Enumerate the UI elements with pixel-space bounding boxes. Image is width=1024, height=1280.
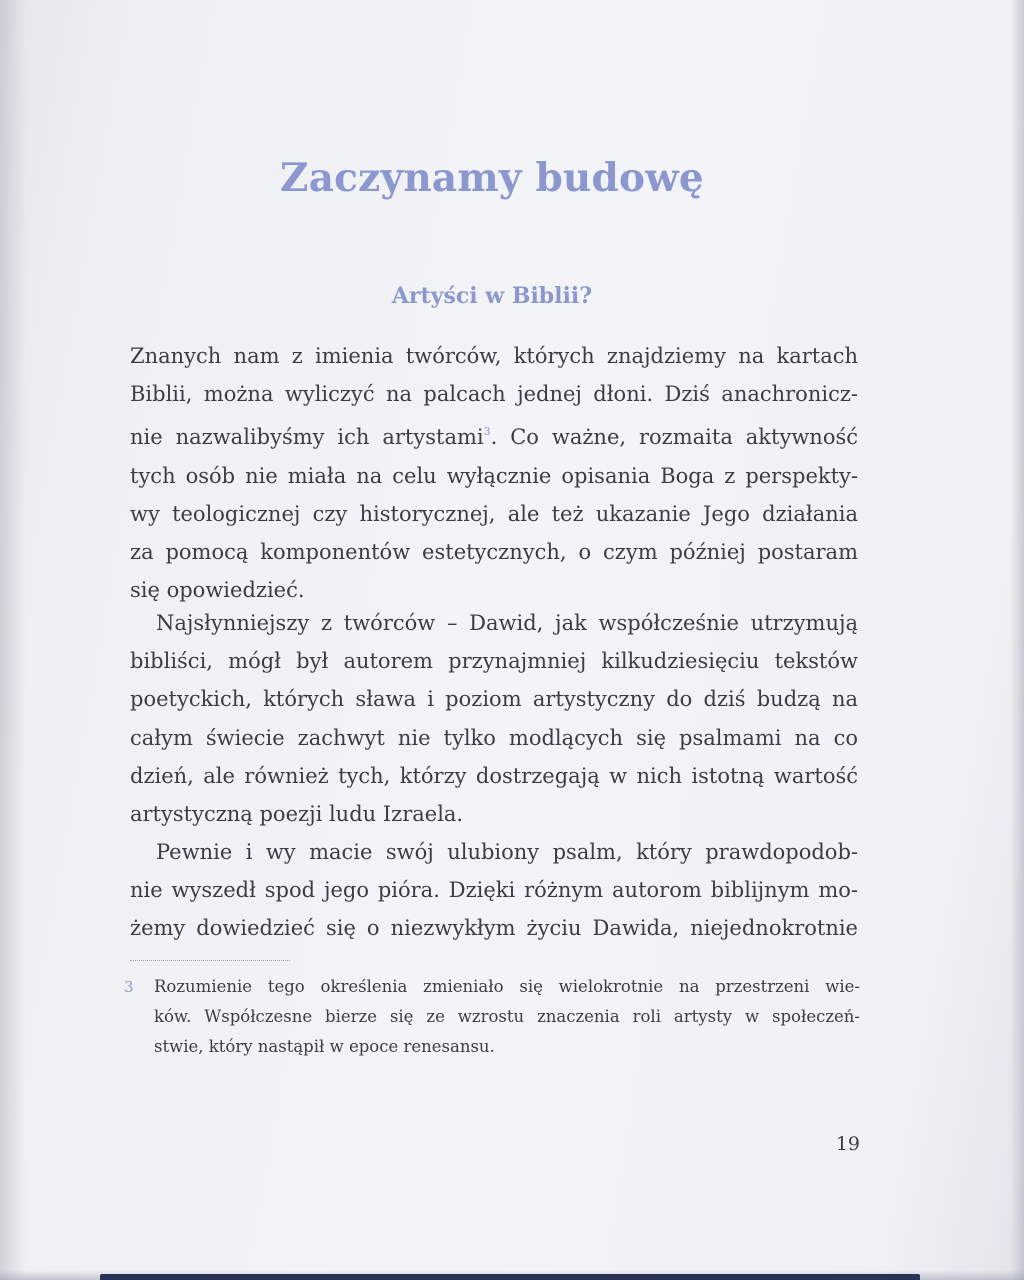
section-title: Artyści w Biblii? <box>391 283 593 309</box>
text-fragment: . Co ważne, rozmaita aktywność <box>490 425 859 450</box>
text-line: całym świecie zachwyt nie tylko modlących się psalmami na co <box>130 725 858 750</box>
footnote-separator <box>130 960 290 961</box>
text-line: dzień, ale również tych, którzy dostrzegają w nich istotną wartość <box>130 763 858 788</box>
chapter-title: Zaczynamy budowę <box>280 155 704 201</box>
text-line: bibliści, mógł był autorem przynajmniej kilkudziesięciu tekstów <box>130 649 858 674</box>
page-edge-right <box>1010 0 1024 1280</box>
footnote <box>124 972 860 1062</box>
text-line: tych osób nie miała na celu wyłącznie opisania Boga z perspekty- <box>130 463 858 488</box>
text-line: żemy dowiedzieć się o niezwykłym życiu Dawida, niejednokrotnie <box>130 916 858 941</box>
text-line: wy teologicznej czy historycznej, ale też ukazanie Jego działania <box>130 501 858 526</box>
footnote-line: ków. Współczesne bierze się ze wzrostu znaczenia roli artysty w społeczeń- <box>154 1007 860 1026</box>
paragraph-1 <box>130 337 858 609</box>
text-line: za pomocą komponentów estetycznych, o czym później postaram <box>130 540 858 565</box>
text-line: Znanych nam z imienia twórców, których znajdziemy na kartach <box>130 344 858 368</box>
footnote-body <box>154 972 860 1062</box>
text-line: artystyczną poezji ludu Izraela. <box>130 802 464 827</box>
footnote-line: stwie, który nastąpił w epoce renesansu. <box>154 1037 495 1056</box>
footnote-number: 3 <box>124 978 134 996</box>
paragraph-3 <box>130 833 858 948</box>
footnote-line: Rozumienie tego określenia zmieniało się wielokrotnie na przestrzeni wie- <box>154 977 860 996</box>
text-line: Pewnie i wy macie swój ulubiony psalm, który prawdopodob- <box>156 840 858 864</box>
text-line: nie wyszedł spod jego pióra. Dzięki różnym autorom biblijnym mo- <box>130 878 858 903</box>
footnote-reference[interactable]: 3 <box>483 425 491 439</box>
page-number: 19 <box>835 1133 860 1155</box>
text-line: Biblii, można wyliczyć na palcach jednej dłoni. Dziś anachronicz- <box>130 382 858 407</box>
text-line <box>130 413 858 456</box>
text-line: Najsłynniejszy z twórców – Dawid, jak współcześnie utrzymują <box>156 611 858 635</box>
text-fragment: nie nazwalibyśmy ich artystami <box>130 425 484 450</box>
book-cover-edge <box>100 1274 920 1280</box>
paragraph-2 <box>130 604 858 833</box>
text-line: poetyckich, których sława i poziom artystyczny do dziś budzą na <box>130 687 858 712</box>
text-line: się opowiedzieć. <box>130 578 305 603</box>
